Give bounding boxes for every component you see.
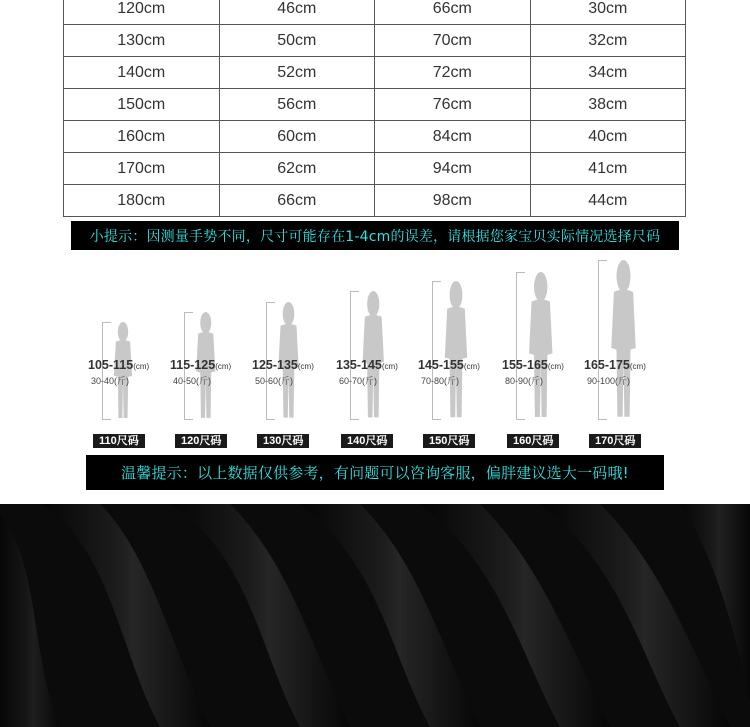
height-range-value: 125-135 bbox=[252, 358, 298, 372]
table-cell: 94cm bbox=[375, 153, 531, 185]
table-cell: 180cm bbox=[64, 185, 220, 217]
measurement-tip-text: 小提示：因测量手势不同，尺寸可能存在1-4cm的误差，请根据您家宝贝实际情况选择尺码 bbox=[89, 228, 661, 245]
table-cell: 56cm bbox=[219, 89, 375, 121]
table-cell: 66cm bbox=[375, 0, 531, 25]
weight-range-label: 50-60(斤) bbox=[255, 376, 294, 386]
child-silhouette-icon bbox=[440, 281, 472, 420]
table-cell: 150cm bbox=[64, 89, 220, 121]
height-unit: (cm) bbox=[463, 362, 480, 371]
size-tag: 110尺码 bbox=[93, 434, 145, 448]
height-range-label bbox=[88, 358, 149, 372]
table-cell: 84cm bbox=[375, 121, 531, 153]
child-silhouette-icon bbox=[358, 291, 389, 420]
table-row bbox=[64, 185, 686, 217]
table-cell: 41cm bbox=[530, 153, 686, 185]
measurement-tip-banner bbox=[71, 221, 679, 250]
size-tag: 150尺码 bbox=[423, 434, 475, 448]
size-table-body bbox=[64, 0, 686, 217]
height-range-value: 155-165 bbox=[502, 358, 548, 372]
height-unit: (cm) bbox=[133, 362, 150, 371]
table-cell: 52cm bbox=[219, 57, 375, 89]
height-range-label bbox=[584, 358, 646, 372]
table-row bbox=[64, 153, 686, 185]
table-row bbox=[64, 89, 686, 121]
table-cell: 72cm bbox=[375, 57, 531, 89]
table-cell: 32cm bbox=[530, 25, 686, 57]
height-range-label bbox=[336, 358, 398, 372]
table-row bbox=[64, 0, 686, 25]
size-tag: 160尺码 bbox=[507, 434, 559, 448]
size-tag: 120尺码 bbox=[175, 434, 227, 448]
weight-range-label: 80-90(斤) bbox=[505, 376, 544, 386]
fabric-photo bbox=[0, 504, 750, 727]
weight-range-label: 40-50(斤) bbox=[173, 376, 212, 386]
table-cell: 62cm bbox=[219, 153, 375, 185]
size-tag: 170尺码 bbox=[589, 434, 641, 448]
table-cell: 70cm bbox=[375, 25, 531, 57]
table-cell: 140cm bbox=[64, 57, 220, 89]
size-table bbox=[63, 0, 686, 217]
weight-range-label: 70-80(斤) bbox=[421, 376, 460, 386]
height-range-label bbox=[418, 358, 480, 372]
weight-range-label: 30-40(斤) bbox=[91, 376, 130, 386]
table-cell: 98cm bbox=[375, 185, 531, 217]
size-tag: 140尺码 bbox=[341, 434, 393, 448]
height-range-label bbox=[170, 358, 231, 372]
height-range-value: 135-145 bbox=[336, 358, 382, 372]
table-cell: 30cm bbox=[530, 0, 686, 25]
table-cell: 46cm bbox=[219, 0, 375, 25]
weight-range-label: 60-70(斤) bbox=[339, 376, 378, 386]
size-tag: 130尺码 bbox=[257, 434, 309, 448]
table-cell: 50cm bbox=[219, 25, 375, 57]
height-range-value: 145-155 bbox=[418, 358, 464, 372]
reference-tip-text: 温馨提示：以上数据仅供参考，有问题可以咨询客服，偏胖建议选大一码哦! bbox=[121, 464, 629, 482]
height-range-label bbox=[502, 358, 564, 372]
table-cell: 40cm bbox=[530, 121, 686, 153]
height-range-label bbox=[252, 358, 314, 372]
table-row bbox=[64, 25, 686, 57]
height-chart bbox=[0, 250, 750, 455]
height-unit: (cm) bbox=[629, 362, 646, 371]
table-row bbox=[64, 57, 686, 89]
child-silhouette-icon bbox=[524, 272, 558, 420]
height-unit: (cm) bbox=[547, 362, 564, 371]
table-cell: 170cm bbox=[64, 153, 220, 185]
table-cell: 38cm bbox=[530, 89, 686, 121]
weight-range-label: 90-100(斤) bbox=[587, 376, 631, 386]
table-row bbox=[64, 121, 686, 153]
height-unit: (cm) bbox=[297, 362, 314, 371]
reference-tip-banner bbox=[86, 455, 664, 490]
height-unit: (cm) bbox=[381, 362, 398, 371]
table-cell: 130cm bbox=[64, 25, 220, 57]
child-silhouette-icon bbox=[606, 260, 641, 420]
table-cell: 66cm bbox=[219, 185, 375, 217]
table-cell: 76cm bbox=[375, 89, 531, 121]
height-range-value: 105-115 bbox=[88, 358, 134, 372]
table-cell: 34cm bbox=[530, 57, 686, 89]
height-range-value: 165-175 bbox=[584, 358, 630, 372]
table-cell: 120cm bbox=[64, 0, 220, 25]
height-range-value: 115-125 bbox=[170, 358, 216, 372]
table-cell: 160cm bbox=[64, 121, 220, 153]
table-cell: 60cm bbox=[219, 121, 375, 153]
height-unit: (cm) bbox=[215, 362, 232, 371]
table-cell: 44cm bbox=[530, 185, 686, 217]
